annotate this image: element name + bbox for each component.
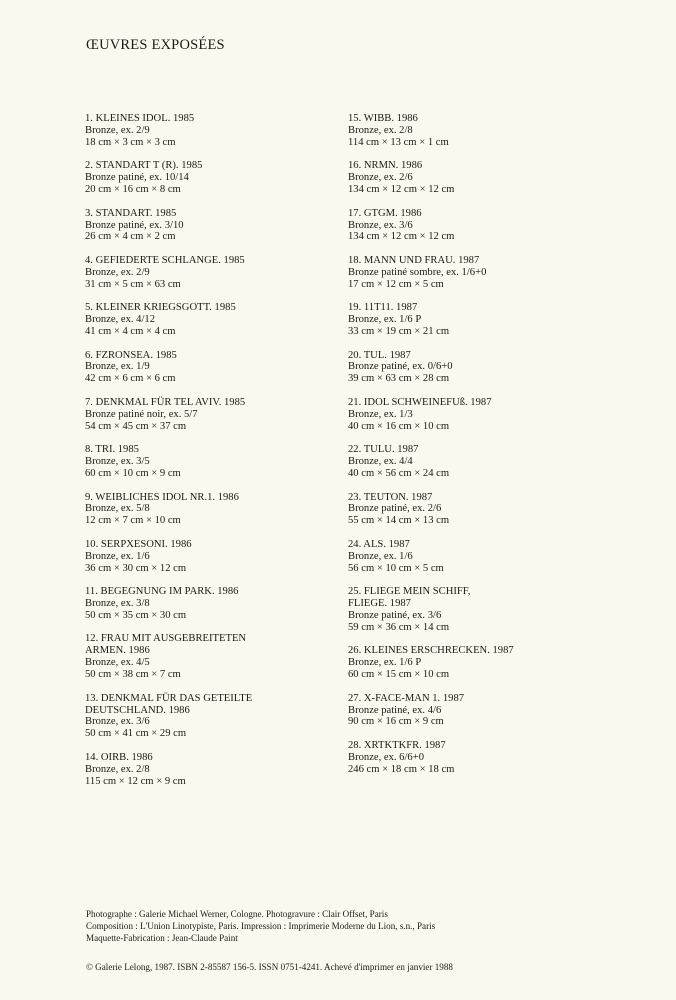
artwork-dimensions: 115 cm × 12 cm × 9 cm	[85, 775, 186, 787]
artwork-title: 27. X-FACE-MAN 1. 1987	[348, 692, 465, 704]
artwork-entry	[348, 645, 648, 681]
artwork-entry	[348, 740, 648, 776]
artwork-material: Bronze, ex. 1/3	[348, 408, 413, 420]
artwork-entry	[85, 255, 345, 291]
artwork-material: Bronze, ex. 3/8	[85, 598, 150, 610]
artwork-material: Bronze, ex. 4/4	[348, 456, 413, 468]
artwork-material: Bronze, ex. 3/6	[348, 219, 413, 231]
artwork-title: 13. DENKMAL FÜR DAS GETEILTE	[85, 692, 253, 704]
artwork-material: Bronze patiné noir, ex. 5/7	[85, 408, 198, 420]
artwork-entry	[85, 113, 345, 149]
artwork-material: Bronze, ex. 5/8	[85, 503, 150, 515]
artwork-material: Bronze, ex. 1/6 P	[348, 314, 422, 326]
artwork-title: 6. FZRONSEA. 1985	[85, 349, 177, 361]
artwork-dimensions: 36 cm × 30 cm × 12 cm	[85, 562, 187, 574]
artwork-entry	[85, 444, 345, 480]
artwork-title: 5. KLEINER KRIEGSGOTT. 1985	[85, 302, 236, 314]
artwork-material: Bronze, ex. 2/6	[348, 172, 413, 184]
artwork-title: 11. BEGEGNUNG IM PARK. 1986	[85, 586, 239, 598]
artwork-title: 17. GTGM. 1986	[348, 207, 422, 219]
page-title: ŒUVRES EXPOSÉES	[86, 37, 225, 53]
artwork-entry	[348, 444, 648, 480]
credit-line: Photographe : Galerie Michael Werner, Cologne. Photogravure : Clair Offset, Paris	[86, 909, 388, 919]
artwork-dimensions: 50 cm × 35 cm × 30 cm	[85, 609, 187, 621]
artwork-dimensions: 26 cm × 4 cm × 2 cm	[85, 231, 176, 243]
artwork-dimensions: 60 cm × 15 cm × 10 cm	[348, 669, 450, 681]
credit-line: Composition : L'Union Linotypiste, Paris. Impression : Imprimerie Moderne du Lion, s.n., Paris	[86, 921, 436, 931]
artwork-material: Bronze, ex. 3/5	[85, 456, 150, 468]
artwork-dimensions: 17 cm × 12 cm × 5 cm	[348, 278, 444, 290]
artwork-entry	[348, 302, 648, 338]
copyright-notice: © Galerie Lelong, 1987. ISBN 2-85587 156-5. ISSN 0751-4241. Achevé d'imprimer en janvier 1988	[86, 962, 453, 972]
artwork-dimensions: 56 cm × 10 cm × 5 cm	[348, 562, 444, 574]
artwork-title: 23. TEUTON. 1987	[348, 491, 433, 503]
artwork-dimensions: 114 cm × 13 cm × 1 cm	[348, 136, 449, 148]
artwork-entry	[348, 693, 648, 729]
artwork-material: Bronze, ex. 4/5	[85, 657, 150, 669]
artwork-material: Bronze patiné, ex. 3/10	[85, 219, 184, 231]
artwork-dimensions: 134 cm × 12 cm × 12 cm	[348, 184, 455, 196]
works-list-right	[348, 113, 648, 787]
artwork-title: 8. TRI. 1985	[85, 444, 139, 456]
artwork-entry	[348, 160, 648, 196]
artwork-entry	[348, 113, 648, 149]
artwork-material: Bronze patiné, ex. 2/6	[348, 503, 442, 515]
artwork-material: Bronze, ex. 4/12	[85, 314, 156, 326]
artwork-title: ARMEN. 1986	[85, 645, 150, 657]
artwork-dimensions: 54 cm × 45 cm × 37 cm	[85, 420, 187, 432]
artwork-entry	[348, 492, 648, 528]
artwork-entry	[85, 539, 345, 575]
artwork-dimensions: 55 cm × 14 cm × 13 cm	[348, 515, 450, 527]
artwork-dimensions: 40 cm × 56 cm × 24 cm	[348, 468, 450, 479]
artwork-entry	[348, 255, 648, 291]
artwork-title: 25. FLIEGE MEIN SCHIFF,	[348, 586, 471, 598]
artwork-entry	[85, 397, 345, 433]
artwork-material: Bronze patiné, ex. 3/6	[348, 609, 442, 621]
artwork-entry	[85, 633, 345, 681]
artwork-dimensions: 42 cm × 6 cm × 6 cm	[85, 373, 176, 385]
artwork-entry	[85, 752, 345, 788]
artwork-title: 7. DENKMAL FÜR TEL AVIV. 1985	[85, 396, 246, 408]
artwork-dimensions: 246 cm × 18 cm × 18 cm	[348, 763, 455, 775]
artwork-title: 12. FRAU MIT AUSGEBREITETEN	[85, 633, 247, 645]
artwork-title: 1. KLEINES IDOL. 1985	[85, 113, 195, 124]
artwork-dimensions: 39 cm × 63 cm × 28 cm	[348, 373, 450, 385]
artwork-dimensions: 40 cm × 16 cm × 10 cm	[348, 420, 450, 432]
works-list-left	[85, 113, 345, 799]
artwork-material: Bronze, ex. 2/8	[348, 124, 413, 136]
artwork-title: 2. STANDART T (R). 1985	[85, 160, 203, 172]
artwork-entry	[85, 693, 345, 741]
artwork-material: Bronze, ex. 3/6	[85, 716, 150, 728]
artwork-title: 19. 11T11. 1987	[348, 302, 418, 314]
artwork-title: FLIEGE. 1987	[348, 598, 411, 610]
artwork-material: Bronze, ex. 2/9	[85, 266, 150, 278]
artwork-entry	[85, 492, 345, 528]
artwork-title: 22. TULU. 1987	[348, 444, 419, 456]
artwork-entry	[85, 160, 345, 196]
artwork-material: Bronze patiné sombre, ex. 1/6+0	[348, 266, 487, 278]
artwork-entry	[85, 302, 345, 338]
artwork-title: 20. TUL. 1987	[348, 349, 411, 361]
artwork-dimensions: 50 cm × 38 cm × 7 cm	[85, 669, 181, 681]
credit-line: Maquette-Fabrication : Jean-Claude Paint	[86, 933, 238, 943]
artwork-dimensions: 33 cm × 19 cm × 21 cm	[348, 326, 450, 338]
artwork-material: Bronze patiné, ex. 4/6	[348, 704, 442, 716]
artwork-material: Bronze, ex. 2/8	[85, 763, 150, 775]
artwork-title: 9. WEIBLICHES IDOL NR.1. 1986	[85, 491, 239, 503]
artwork-entry	[85, 350, 345, 386]
artwork-entry	[348, 208, 648, 244]
artwork-material: Bronze, ex. 1/6 P	[348, 657, 422, 669]
artwork-dimensions: 41 cm × 4 cm × 4 cm	[85, 326, 176, 338]
artwork-title: 21. IDOL SCHWEINEFUß. 1987	[348, 396, 492, 408]
artwork-title: 28. XRTKTKFR. 1987	[348, 739, 446, 751]
artwork-material: Bronze, ex. 1/6	[348, 550, 413, 562]
artwork-entry	[348, 586, 648, 634]
artwork-dimensions: 31 cm × 5 cm × 63 cm	[85, 278, 181, 290]
artwork-entry	[85, 208, 345, 244]
artwork-title: 15. WIBB. 1986	[348, 113, 418, 124]
artwork-entry	[85, 586, 345, 622]
artwork-dimensions: 18 cm × 3 cm × 3 cm	[85, 136, 176, 148]
artwork-entry	[348, 350, 648, 386]
artwork-dimensions: 90 cm × 16 cm × 9 cm	[348, 716, 444, 728]
artwork-dimensions: 12 cm × 7 cm × 10 cm	[85, 515, 181, 527]
artwork-material: Bronze, ex. 1/6	[85, 550, 150, 562]
artwork-title: DEUTSCHLAND. 1986	[85, 704, 190, 716]
artwork-entry	[348, 539, 648, 575]
artwork-title: 24. ALS. 1987	[348, 538, 410, 550]
credits	[86, 908, 435, 944]
artwork-material: Bronze patiné, ex. 0/6+0	[348, 361, 453, 373]
artwork-material: Bronze, ex. 1/9	[85, 361, 150, 373]
artwork-material: Bronze, ex. 6/6+0	[348, 751, 424, 763]
artwork-dimensions: 134 cm × 12 cm × 12 cm	[348, 231, 455, 243]
artwork-title: 26. KLEINES ERSCHRECKEN. 1987	[348, 645, 514, 657]
artwork-dimensions: 20 cm × 16 cm × 8 cm	[85, 184, 181, 196]
artwork-title: 14. OIRB. 1986	[85, 751, 153, 763]
artwork-title: 16. NRMN. 1986	[348, 160, 423, 172]
artwork-title: 4. GEFIEDERTE SCHLANGE. 1985	[85, 254, 245, 266]
artwork-dimensions: 50 cm × 41 cm × 29 cm	[85, 728, 187, 740]
artwork-dimensions: 60 cm × 10 cm × 9 cm	[85, 468, 181, 479]
artwork-dimensions: 59 cm × 36 cm × 14 cm	[348, 621, 450, 633]
artwork-material: Bronze patiné, ex. 10/14	[85, 172, 189, 184]
artwork-title: 3. STANDART. 1985	[85, 207, 177, 219]
artwork-entry	[348, 397, 648, 433]
artwork-title: 18. MANN UND FRAU. 1987	[348, 254, 480, 266]
artwork-material: Bronze, ex. 2/9	[85, 124, 150, 136]
artwork-title: 10. SERPXESONI. 1986	[85, 538, 192, 550]
